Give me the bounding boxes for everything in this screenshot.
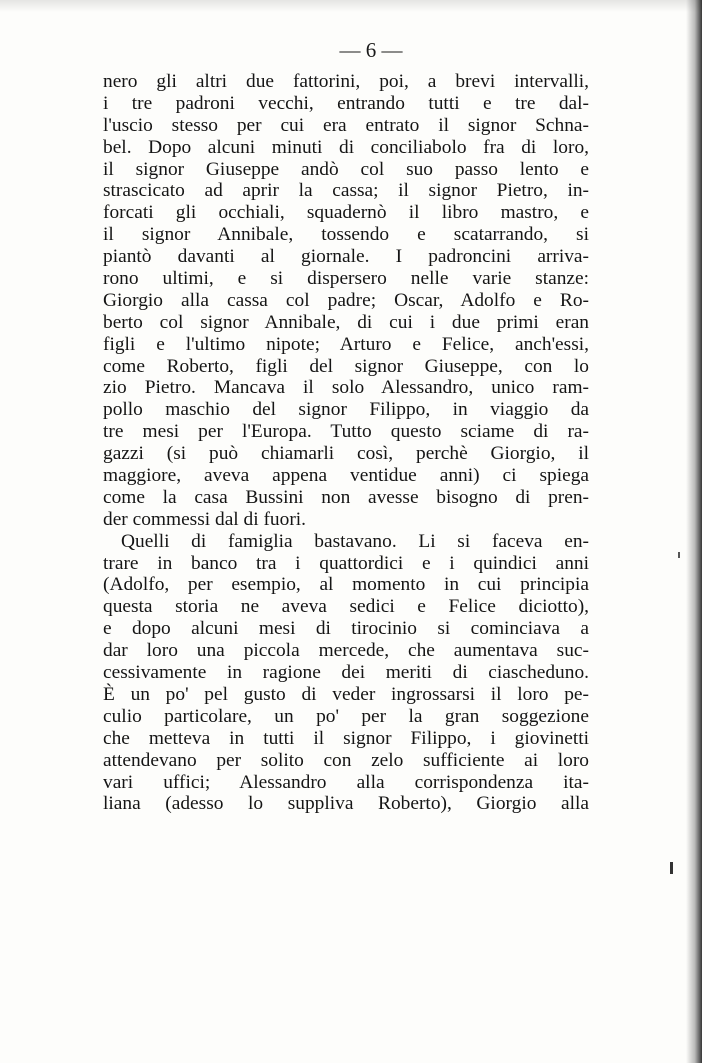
text-line: che metteva in tutti il signor Filippo, i giovinetti	[103, 727, 589, 749]
text-line: tre mesi per l'Europa. Tutto questo sciame di ra-	[103, 421, 589, 443]
text-line: dar loro una piccola mercede, che aumentava suc-	[103, 640, 589, 662]
binding-shadow	[686, 0, 702, 1063]
paragraph-2	[103, 531, 589, 816]
text-line: gazzi (si può chiamarli così, perchè Giorgio, il	[103, 443, 589, 465]
text-line: l'uscio stesso per cui era entrato il signor Schna-	[103, 114, 589, 136]
text-line: forcati gli occhiali, squadernò il libro mastro, e	[103, 202, 589, 224]
text-line: come la casa Bussini non avesse bisogno di pren-	[103, 486, 589, 508]
text-line: È un po' pel gusto di veder ingrossarsi il loro pe-	[103, 683, 589, 705]
text-line: nero gli altri due fattorini, poi, a brevi intervalli,	[103, 71, 589, 92]
text-line: trare in banco tra i quattordici e i quindici anni	[103, 552, 589, 574]
text-line: come Roberto, figli del signor Giuseppe, con lo	[103, 355, 589, 377]
text-line: il signor Annibale, tossendo e scatarrando, si	[103, 224, 589, 246]
text-line: (Adolfo, per esempio, al momento in cui principia	[103, 574, 589, 596]
text-line: maggiore, aveva appena ventidue anni) ci spiega	[103, 465, 589, 487]
paragraph-1	[103, 71, 589, 531]
text-line: rono ultimi, e si dispersero nelle varie stanze:	[103, 268, 589, 290]
text-line: e dopo alcuni mesi di tirocinio si cominciava a	[103, 618, 589, 640]
scan-speck	[678, 552, 680, 558]
text-line: cessivamente in ragione dei meriti di ciascheduno.	[103, 662, 589, 684]
text-line: liana (adesso lo suppliva Roberto), Giorgio alla	[103, 793, 589, 815]
text-line: vari uffici; Alessandro alla corrispondenza ita-	[103, 771, 589, 793]
text-line: culio particolare, un po' per la gran soggezione	[103, 705, 589, 727]
text-line: questa storia ne aveva sedici e Felice diciotto),	[103, 596, 589, 618]
text-line: Quelli di famiglia bastavano. Li si faceva en-	[121, 530, 589, 552]
text-line: piantò davanti al giornale. I padroncini arriva-	[103, 246, 589, 268]
text-line: bel. Dopo alcuni minuti di conciliabolo fra di loro,	[103, 136, 589, 158]
text-line: strascicato ad aprir la cassa; il signor Pietro, in-	[103, 180, 589, 202]
page-number: — 6 —	[339, 38, 403, 62]
text-line: pollo maschio del signor Filippo, in viaggio da	[103, 399, 589, 421]
text-line: der commessi dal di fuori.	[103, 508, 307, 530]
text-line: figli e l'ultimo nipote; Arturo e Felice, anch'essi,	[103, 333, 589, 355]
text-line: attendevano per solito con zelo sufficiente ai loro	[103, 749, 589, 771]
text-line: Giorgio alla cassa col padre; Oscar, Adolfo e Ro-	[103, 289, 589, 311]
scan-top-shade	[0, 0, 702, 12]
text-line: berto col signor Annibale, di cui i due primi eran	[103, 311, 589, 333]
text-line: i tre padroni vecchi, entrando tutti e tre dal-	[103, 92, 589, 114]
scan-speck	[670, 862, 673, 874]
body-text	[103, 71, 589, 815]
text-line: zio Pietro. Mancava il solo Alessandro, unico ram-	[103, 377, 589, 399]
text-line: il signor Giuseppe andò col suo passo lento e	[103, 158, 589, 180]
